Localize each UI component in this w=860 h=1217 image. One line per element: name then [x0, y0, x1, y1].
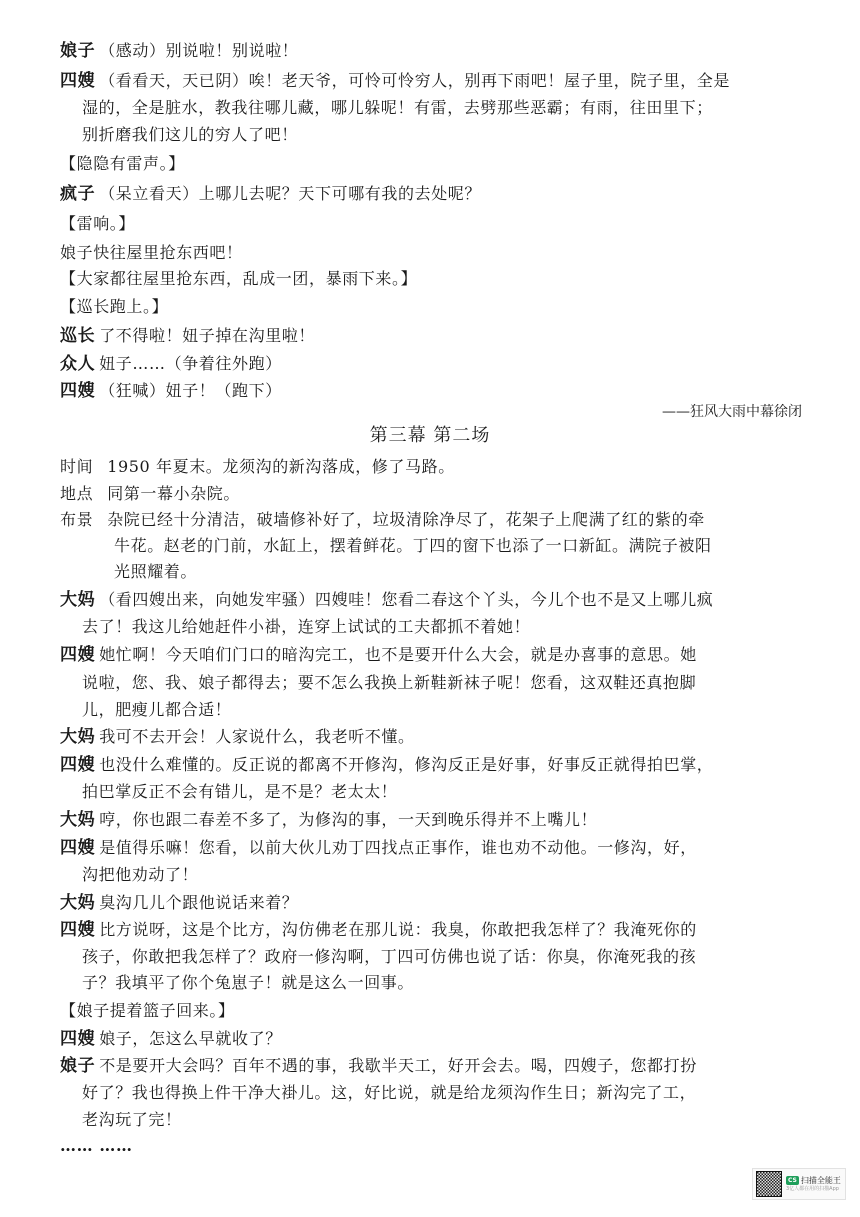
speaker-name: 四嫂: [60, 381, 96, 401]
dialogue-line: [60, 381, 282, 401]
stage-direction: 【大家都往屋里抢东西，乱成一团，暴雨下来。】: [60, 269, 418, 288]
speaker-name: 众人: [60, 354, 96, 374]
speaker-name: 四嫂: [60, 645, 96, 665]
dialogue-line: [60, 41, 298, 61]
qr-code-icon: [756, 1171, 782, 1197]
line-text: 不是要开大会吗？百年不遇的事，我歇半天工，好开会去。喝，四嫂子，您都打扮: [99, 1056, 697, 1075]
dialogue-line: [60, 590, 713, 610]
speaker-name: 四嫂: [60, 1029, 96, 1049]
info-label: 时间: [60, 457, 94, 476]
dialogue-continuation: 沟把他劝动了！: [82, 865, 199, 884]
dialogue-line: [60, 645, 697, 665]
dialogue-continuation: 别折磨我们这儿的穷人了吧！: [82, 125, 298, 144]
line-text: 比方说呀，这是个比方，沟仿佛老在那儿说：我臭，你敢把我怎样了？我淹死你的: [99, 920, 697, 939]
watermark-tagline: 3亿人都在用的扫描App: [786, 1185, 839, 1192]
info-label: 布景: [60, 510, 94, 529]
speaker-name: 四嫂: [60, 755, 96, 775]
dialogue-line: [60, 755, 713, 775]
dialogue-line: [60, 1029, 282, 1049]
line-text: 哼，你也跟二春差不多了，为修沟的事，一天到晚乐得并不上嘴儿！: [99, 810, 598, 829]
info-text: 杂院已经十分清洁，破墙修补好了，垃圾清除净尽了，花架子上爬满了红的紫的牵: [107, 510, 705, 529]
speaker-name: 大妈: [60, 893, 96, 913]
scene-info-set: [60, 510, 705, 530]
scanner-watermark: [752, 1168, 846, 1200]
info-text: 1950 年夏末。龙须沟的新沟落成，修了马路。: [107, 457, 455, 476]
speaker-name: 大妈: [60, 590, 96, 610]
dialogue-continuation: 儿，肥瘦儿都合适！: [82, 700, 232, 719]
ellipsis-line: …… ……: [60, 1136, 133, 1155]
line-text: 我可不去开会！人家说什么，我老听不懂。: [99, 727, 415, 746]
dialogue-line: [60, 810, 597, 830]
line-text: 她忙啊！今天咱们门口的暗沟完工，也不是要开什么大会，就是办喜事的意思。她: [99, 645, 697, 664]
dialogue-continuation: 湿的，全是脏水，教我往哪儿藏，哪儿躲呢！有雷，去劈那些恶霸；有雨，往田里下；: [82, 98, 713, 117]
stage-direction: 【巡长跑上。】: [60, 297, 169, 316]
dialogue-continuation: 说啦，您、我、娘子都得去；要不怎么我换上新鞋新袜子呢！您看，这双鞋还真抱脚: [82, 673, 697, 692]
line-text: （呆立看天）上哪儿去呢？天下可哪有我的去处呢？: [99, 184, 482, 203]
line-text: （看四嫂出来，向她发牢骚）四嫂哇！您看二春这个丫头，今儿个也不是又上哪儿疯: [99, 590, 714, 609]
speaker-name: 疯子: [60, 184, 96, 204]
info-text: 同第一幕小杂院。: [107, 484, 241, 503]
scene-heading: 第三幕 第二场: [369, 425, 491, 446]
speaker-name: 大妈: [60, 810, 96, 830]
speaker-name: 四嫂: [60, 920, 96, 940]
speaker-name: 巡长: [60, 326, 96, 346]
dialogue-line: [60, 1056, 697, 1076]
dialogue-continuation: 去了！我这儿给她赶件小褂，连穿上试试的工夫都抓不着她！: [82, 617, 531, 636]
stage-direction: 【娘子提着篮子回来。】: [60, 1001, 235, 1020]
line-text: 了不得啦！妞子掉在沟里啦！: [99, 326, 316, 345]
dialogue-continuation: 好了？我也得换上件干净大褂儿。这，好比说，就是给龙须沟作生日；新沟完了工，: [82, 1083, 697, 1102]
speaker-name: 娘子: [60, 41, 96, 61]
scene-info-place: [60, 484, 240, 504]
speaker-name: 四嫂: [60, 838, 96, 858]
watermark-app-name: 扫描全能王: [800, 1175, 841, 1185]
dialogue-continuation: 孩子，你敢把我怎样了？政府一修沟啊，丁四可仿佛也说了话：你臭，你淹死我的孩: [82, 947, 697, 966]
stage-direction: 【隐隐有雷声。】: [60, 154, 185, 173]
line-text: 也没什么难懂的。反正说的都离不开修沟，修沟反正是好事，好事反正就得拍巴掌，: [99, 755, 714, 774]
speaker-name: 四嫂: [60, 71, 96, 91]
dialogue-line: [60, 354, 282, 374]
dialogue-line: [60, 920, 697, 940]
dialogue-line: [60, 893, 298, 913]
camscanner-logo-icon: CS: [788, 1177, 797, 1184]
stage-direction: 【雷响。】: [60, 214, 136, 233]
speaker-name: 大妈: [60, 727, 96, 747]
dialogue-line: [60, 326, 315, 346]
line-text: （感动）别说啦！别说啦！: [99, 41, 299, 60]
dialogue-line: [60, 727, 415, 747]
dialogue-line: [60, 71, 730, 91]
line-text: 是值得乐嘛！您看，以前大伙儿劝丁四找点正事作，谁也劝不动他。一修沟，好，: [99, 838, 697, 857]
dialogue-line: [60, 184, 481, 204]
line-text: （看看天，天已阴）唉！老天爷，可怜可怜穷人，别再下雨吧！屋子里，院子里，全是: [99, 71, 731, 90]
dialogue-continuation: 子？我填平了你个兔崽子！就是这么一回事。: [82, 973, 415, 992]
curtain-note: ——狂风大雨中幕徐闭: [662, 404, 802, 420]
scene-info-continuation: 光照耀着。: [114, 562, 198, 581]
scene-info-time: [60, 457, 455, 477]
dialogue-continuation: 老沟玩了完！: [82, 1110, 182, 1129]
dialogue-continuation: 拍巴掌反正不会有错儿，是不是？老太太！: [82, 782, 398, 801]
info-label: 地点: [60, 484, 94, 503]
line-text: （狂喊）妞子！（跑下）: [99, 381, 282, 400]
scene-info-continuation: 牛花。赵老的门前，水缸上，摆着鲜花。丁四的窗下也添了一口新缸。满院子被阳: [114, 536, 712, 555]
speaker-name: 娘子: [60, 1056, 96, 1076]
plain-line: 娘子快往屋里抢东西吧！: [60, 243, 243, 262]
line-text: 娘子，怎这么早就收了？: [99, 1029, 282, 1048]
line-text: 臭沟几儿个跟他说话来着？: [99, 893, 299, 912]
dialogue-line: [60, 838, 697, 858]
line-text: 妞子……（争着往外跑）: [99, 354, 282, 373]
